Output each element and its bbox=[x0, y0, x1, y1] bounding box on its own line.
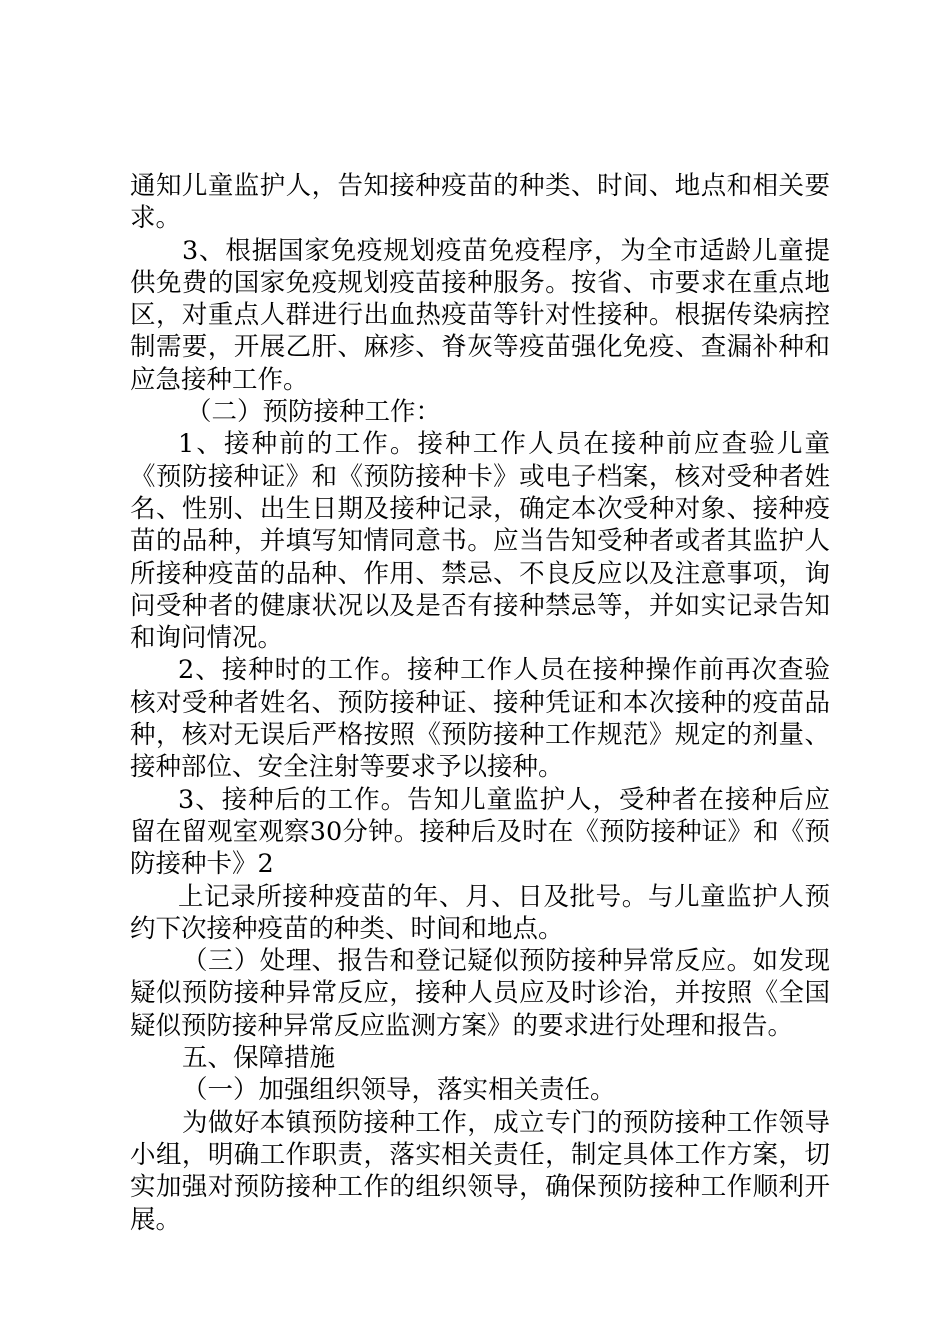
subsection-heading-leadership: （一）加强组织领导，落实相关责任。 bbox=[182, 1075, 616, 1106]
paragraph-continuation: 通知儿童监护人，告知接种疫苗的种类、时间、地点和相关要求。 bbox=[130, 171, 830, 234]
document-body bbox=[130, 170, 830, 1236]
paragraph-before-vaccination: 1、接种前的工作。接种工作人员在接种前应查验儿童《预防接种证》和《预防接种卡》或电子档案，核对受种者姓名、性别、出生日期及接种记录，确定本次受种对象、接种疫苗的品种，并填写知情同意书。应当告知受种者或者其监护人所接种疫苗的品种、作用、禁忌、不良反应以及注意事项，询问受种者的健康状况以及是否有接种禁忌等，并如实记录告知和询问情况。 bbox=[130, 429, 830, 654]
section-heading-safeguards: 五、保障措施 bbox=[182, 1043, 336, 1074]
paragraph-during-vaccination: 2、接种时的工作。接种工作人员在接种操作前再次查验核对受种者姓名、预防接种证、接种凭证和本次接种的疫苗品种，核对无误后严格按照《预防接种工作规范》规定的剂量、接种部位、安全注射等要求予以接种。 bbox=[130, 655, 830, 783]
paragraph-adverse-reaction: （三）处理、报告和登记疑似预防接种异常反应。如发现疑似预防接种异常反应，接种人员应及时诊治，并按照《全国疑似预防接种异常反应监测方案》的要求进行处理和报告。 bbox=[130, 946, 830, 1041]
section-heading-vaccination-work: （二）预防接种工作： bbox=[186, 397, 442, 428]
paragraph-item-3-immunization: 3、根据国家免疫规划疫苗免疫程序，为全市适龄儿童提供免费的国家免疫规划疫苗接种服务。按省、市要求在重点地区，对重点人群进行出血热疫苗等针对性接种。根据传染病控制需要，开展乙肝、麻疹、脊灰等疫苗强化免疫、查漏补种和应急接种工作。 bbox=[130, 235, 830, 395]
paragraph-leadership-group: 为做好本镇预防接种工作，成立专门的预防接种工作领导小组，明确工作职责，落实相关责任，制定具体工作方案，切实加强对预防接种工作的组织领导，确保预防接种工作顺利开展。 bbox=[130, 1107, 830, 1235]
paragraph-after-vaccination: 3、接种后的工作。告知儿童监护人，受种者在接种后应留在留观室观察30分钟。接种后及时在《预防接种证》和《预防接种卡》2 bbox=[130, 784, 830, 880]
paragraph-record-keeping: 上记录所接种疫苗的年、月、日及批号。与儿童监护人预约下次接种疫苗的种类、时间和地点。 bbox=[130, 881, 830, 944]
